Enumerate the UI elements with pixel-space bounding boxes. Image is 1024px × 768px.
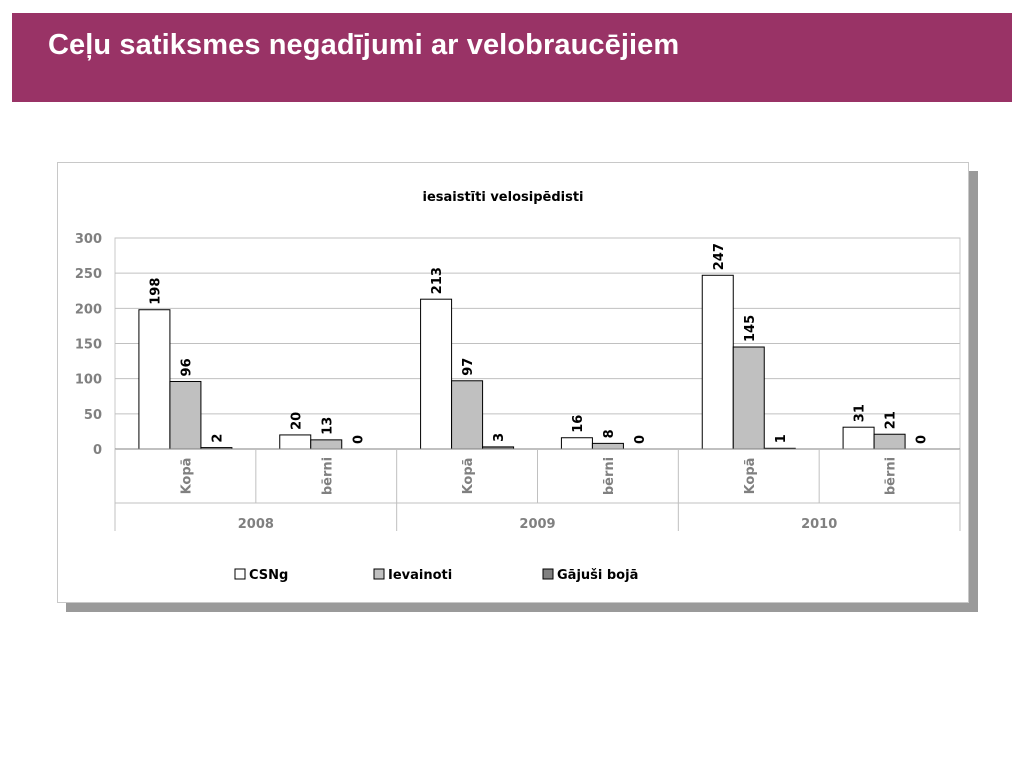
bar xyxy=(561,438,592,449)
legend xyxy=(235,568,638,583)
x-category-label: Kopā xyxy=(179,457,195,495)
x-category-label: Kopā xyxy=(461,457,477,495)
bar xyxy=(702,275,733,449)
bar xyxy=(733,347,764,449)
legend-swatch xyxy=(374,569,384,579)
x-category-label: bērni xyxy=(883,456,899,496)
legend-label: CSNg xyxy=(249,568,289,583)
bar xyxy=(592,443,623,449)
data-label: 31 xyxy=(852,404,868,423)
data-label: 8 xyxy=(601,429,617,439)
data-label: 0 xyxy=(351,434,367,444)
x-group-label: 2008 xyxy=(237,517,274,532)
y-tick-label: 200 xyxy=(74,302,102,318)
legend-label: Ievainoti xyxy=(388,568,453,583)
bar xyxy=(170,381,201,449)
data-label: 145 xyxy=(742,314,758,343)
data-label: 16 xyxy=(570,414,586,433)
data-label: 96 xyxy=(179,358,195,377)
y-tick-label: 250 xyxy=(74,267,102,283)
x-category-label: bērni xyxy=(601,456,617,496)
bar xyxy=(311,440,342,449)
bar xyxy=(452,381,483,449)
bar xyxy=(874,434,905,449)
legend-label: Gājuši bojā xyxy=(557,568,639,583)
bars-layer xyxy=(139,275,905,449)
bar xyxy=(139,310,170,449)
data-label: 3 xyxy=(492,432,508,442)
x-category-label: Kopā xyxy=(742,457,758,495)
data-label: 2 xyxy=(210,433,226,443)
data-label: 198 xyxy=(148,277,164,305)
data-label: 213 xyxy=(430,267,446,295)
y-tick-label: 150 xyxy=(74,337,102,353)
legend-swatch xyxy=(235,569,245,579)
y-tick-label: 50 xyxy=(83,407,102,423)
y-tick-label: 300 xyxy=(74,232,102,247)
data-label: 13 xyxy=(320,416,336,435)
slide-title: Ceļu satiksmes negadījumi ar velobraucējiem xyxy=(48,29,680,61)
data-label: 0 xyxy=(914,434,930,444)
data-label: 0 xyxy=(632,434,648,444)
bar xyxy=(280,435,311,449)
y-tick-label: 100 xyxy=(74,372,102,388)
data-label: 247 xyxy=(711,243,727,271)
bar xyxy=(843,427,874,449)
axis-layer xyxy=(75,232,960,532)
data-label: 1 xyxy=(773,434,789,444)
x-category-label: bērni xyxy=(320,456,336,496)
grid-layer xyxy=(115,238,960,449)
data-label: 20 xyxy=(289,411,305,430)
legend-swatch xyxy=(543,569,553,579)
y-tick-label: 0 xyxy=(92,443,102,458)
data-label: 21 xyxy=(883,411,899,430)
data-label: 97 xyxy=(461,357,477,376)
x-group-label: 2010 xyxy=(801,517,838,532)
x-group-label: 2009 xyxy=(519,517,556,532)
chart-title: iesaistīti velosipēdisti xyxy=(422,190,584,205)
bar xyxy=(421,299,452,449)
